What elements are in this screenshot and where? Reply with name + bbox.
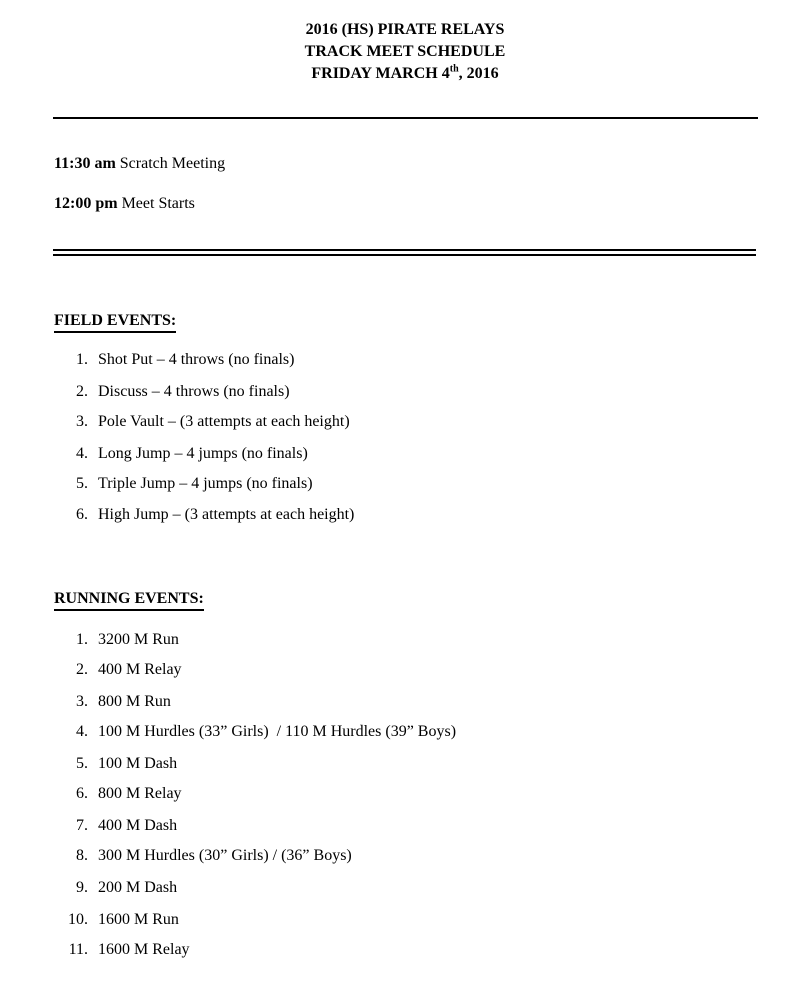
item-number: 4.	[76, 723, 88, 740]
item-number: 11.	[68, 941, 88, 958]
title-date	[0, 63, 794, 85]
item-text: Shot Put – 4 throws (no finals)	[98, 351, 295, 368]
document-title	[0, 19, 794, 85]
list-item	[0, 784, 182, 804]
header-divider	[53, 117, 758, 119]
title-date-prefix: FRIDAY MARCH 4	[311, 65, 450, 82]
list-item	[0, 910, 179, 930]
list-item	[0, 350, 294, 370]
list-item	[0, 505, 354, 525]
item-text: 100 M Hurdles (33” Girls) / 110 M Hurdles (39” Boys)	[98, 723, 457, 740]
title-date-suffix: , 2016	[458, 65, 499, 82]
time-value: 11:30 am	[54, 155, 116, 172]
item-number: 5.	[76, 475, 88, 492]
time-label: Meet Starts	[121, 195, 195, 212]
list-item	[0, 816, 177, 836]
list-item	[0, 630, 179, 650]
list-item	[0, 412, 350, 432]
item-text: Triple Jump – 4 jumps (no finals)	[98, 475, 313, 492]
item-text: 3200 M Run	[98, 631, 179, 648]
item-number: 7.	[76, 817, 88, 834]
item-number: 1.	[76, 351, 88, 368]
time-meet-starts	[54, 194, 195, 214]
item-number: 8.	[76, 847, 88, 864]
item-text: 400 M Relay	[98, 661, 182, 678]
item-text: 200 M Dash	[98, 879, 178, 896]
item-text: 300 M Hurdles (30” Girls) / (36” Boys)	[98, 847, 352, 864]
item-text: 800 M Run	[98, 693, 171, 710]
item-number: 4.	[76, 445, 88, 462]
section-divider	[53, 249, 756, 256]
title-meet-name: 2016 (HS) PIRATE RELAYS	[305, 21, 505, 38]
time-value: 12:00 pm	[54, 195, 118, 212]
title-date-ordinal: th	[449, 63, 459, 75]
running-events-heading: RUNNING EVENTS:	[54, 589, 204, 611]
item-text: Long Jump – 4 jumps (no finals)	[98, 445, 308, 462]
item-number: 2.	[76, 661, 88, 678]
item-number: 6.	[76, 785, 88, 802]
time-label: Scratch Meeting	[119, 155, 226, 172]
list-item	[0, 846, 352, 866]
item-text: 1600 M Relay	[98, 941, 190, 958]
list-item	[0, 692, 171, 712]
item-text: 400 M Dash	[98, 817, 178, 834]
list-item	[0, 722, 456, 742]
list-item	[0, 878, 177, 898]
list-item	[0, 754, 177, 774]
field-events-heading: FIELD EVENTS:	[54, 311, 176, 333]
list-item	[0, 474, 313, 494]
item-text: 1600 M Run	[98, 911, 179, 928]
item-number: 10.	[68, 911, 88, 928]
list-item	[0, 444, 308, 464]
title-schedule: TRACK MEET SCHEDULE	[304, 43, 506, 60]
item-text: High Jump – (3 attempts at each height)	[98, 506, 355, 523]
item-text: Discuss – 4 throws (no finals)	[98, 383, 290, 400]
list-item	[0, 382, 290, 402]
item-number: 5.	[76, 755, 88, 772]
item-number: 3.	[76, 413, 88, 430]
time-scratch-meeting	[54, 154, 225, 174]
item-number: 9.	[76, 879, 88, 896]
item-number: 3.	[76, 693, 88, 710]
item-number: 6.	[76, 506, 88, 523]
list-item	[0, 660, 182, 680]
item-number: 1.	[76, 631, 88, 648]
list-item	[0, 940, 190, 960]
item-text: 800 M Relay	[98, 785, 182, 802]
item-text: 100 M Dash	[98, 755, 178, 772]
item-number: 2.	[76, 383, 88, 400]
item-text: Pole Vault – (3 attempts at each height)	[98, 413, 350, 430]
